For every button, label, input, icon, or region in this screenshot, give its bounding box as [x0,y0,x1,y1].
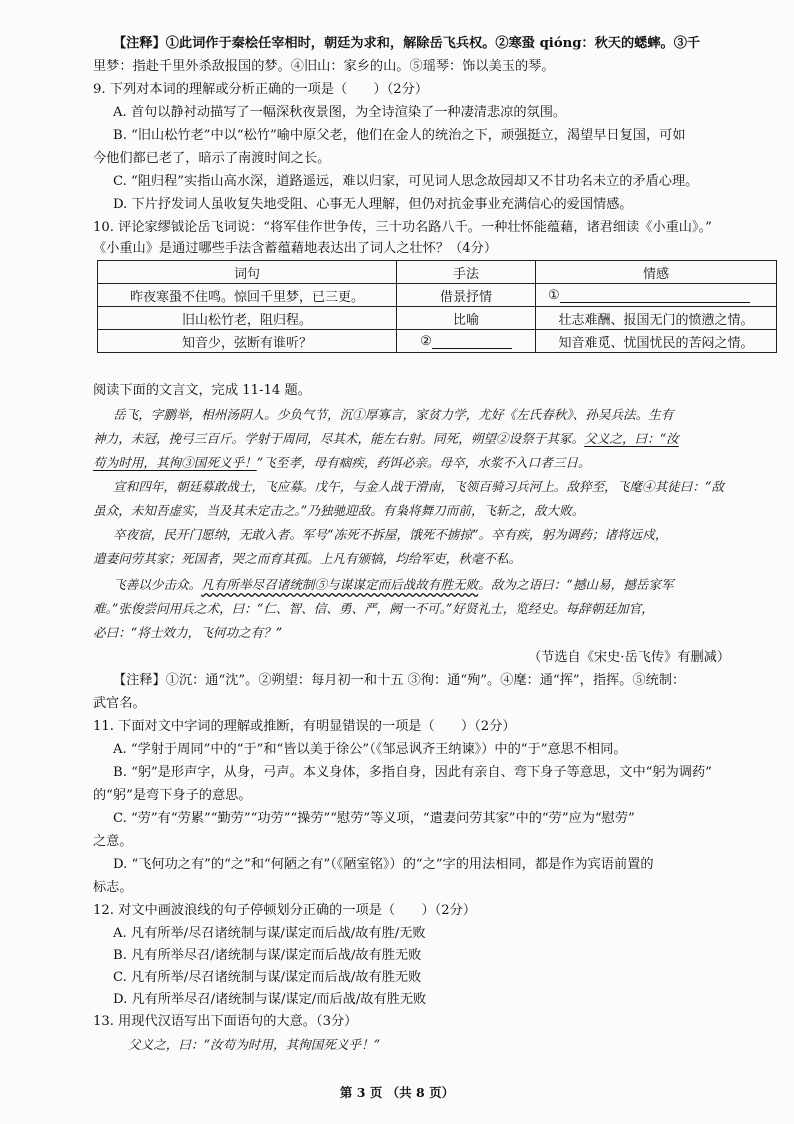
passage-p1-2 [93,429,679,449]
table-row [98,284,777,307]
wavy-sentence: 凡有所举尽召诸统制⑤与谋谋定而后战故有胜无败 [201,577,479,592]
q11-option-b-1: B. “躬”是形声字，从身，弓声。本义身体，多指自身，因此有亲自、弯下身子等意思，文中“躬为调药” [113,765,712,780]
q9-stem: 9. 下列对本词的理解或分析正确的一项是（ ）（2分） [93,82,429,97]
table-row [98,330,777,353]
table-row [98,307,777,330]
q13-stem: 13. 用现代汉语写出下面语句的大意。（3分） [93,1014,358,1029]
q12-option-b: B. 凡有所举尽召/诸统制与谋/谋定而后战/故有胜无败 [113,948,422,963]
q10-stem-1: 10. 评论家缪钺论岳飞词说：“将军佳作世争传，三十功名路八千。一种壮怀能蕴藉，诸君细读《小重山》。” [93,220,712,235]
q9-option-b-2: 今他们都已老了，暗示了南渡时间之长。 [93,151,331,166]
answer-blank-2[interactable] [432,334,512,349]
passage-p2-2: 虽众，未知吾虚实，当及其未定击之。”乃独驰迎敌。有枭将舞刀而前，飞斩之，敌大败。 [93,503,585,518]
q10-stem-2: 《小重山》是通过哪些手法含蓄蕴藉地表达出了词人之壮怀？（4分） [93,241,498,256]
q12-option-d: D. 凡有所举尽召/诸统制与谋/谋定/而后战/故有胜无败 [113,992,427,1007]
passage-p4-1 [113,575,674,595]
row3-emotion: 知音难觅、忧国忧民的苦闷之情。 [536,330,777,353]
passage-p1-1: 岳飞，字鹏举，相州汤阴人。少负气节，沉①厚寡言，家贫力学，尤好《左氏春秋》、孙吴兵法。生有 [113,407,674,422]
passage-source: （节选自《宋史·岳飞传》有删减） [528,650,731,665]
q11-option-b-2: 的“躬”是弯下身子的意思。 [93,788,252,803]
row3-method-cell[interactable] [397,330,536,353]
row1-line: 昨夜寒蛩不住鸣。惊回千里梦，已三更。 [98,284,397,307]
row1-method: 借景抒情 [397,284,536,307]
note-line-2: 里梦：指赴千里外杀敌报国的梦。④旧山：家乡的山。⑤瑶琴：饰以美玉的琴。 [93,59,555,74]
row1-emotion-cell[interactable] [536,284,777,307]
q11-option-a: A. “学射于周同”中的“于”和“皆以美于徐公”（《邹忌讽齐王纳谏》）中的“于”意思不相同。 [113,742,627,757]
passage-p1-2a: 神力，未冠，挽弓三百斤。学射于周同，尽其术，能左右射。同死，朔望②设祭于其冢。 [93,431,585,446]
q11-stem: 11. 下面对文中字词的理解或推断，有明显错误的一项是（ ）（2分） [93,719,516,734]
row2-line: 旧山松竹老，阻归程。 [98,307,397,330]
q11-option-c-2: 之意。 [93,834,133,849]
table-header-row [98,261,777,284]
passage-p1-3b: ”飞至孝，母有痼疾，药饵必亲。母卒，水浆不入口者三日。 [256,455,591,470]
q11-option-c-1: C. “劳”有“劳累”“勤劳”“功劳”“操劳”“慰劳”等义项，“遣妻问劳其家”中的“劳”应为“慰劳” [113,811,635,826]
q9-option-c: C. “阻归程”实指山高水深，道路遥远，难以归家，可见词人思念故园却又不甘功名未立的矛盾心理。 [113,174,699,189]
passage-p1-2b: 父义之，曰：“汝 [584,431,679,446]
q9-option-a: A. 首句以静衬动描写了一幅深秋夜景图，为全诗渲染了一种凄清悲凉的氛围。 [113,105,567,120]
q13-sentence: 父义之，曰：“汝苟为时用，其徇国死义乎！” [128,1037,381,1052]
row1-emotion-label: ① [548,287,560,303]
header-emotion: 情感 [536,261,777,284]
passage-p4-1c: 。敌为之语曰：“撼山易，撼岳家军 [478,577,674,592]
passage-p4-2: 难。”张俊尝问用兵之术，曰：“仁、智、信、勇、严，阙一不可。”好贤礼士，览经史。每辞朝廷加官， [93,601,654,616]
row3-method-label: ② [420,333,432,349]
q10-table [97,260,777,353]
passage-note-2: 武官名。 [93,696,146,711]
answer-blank-1[interactable] [560,288,750,303]
passage-p1-3a: 苟为时用，其徇③国死义乎！ [93,455,257,470]
q9-option-d: D. 下片抒发词人虽收复失地受阻、心事无人理解，但仍对抗金事业充满信心的爱国情感。 [113,197,633,212]
passage-p3-1: 卒夜宿，民开门愿纳，无敢入者。军号“冻死不拆屋，饿死不掳掠”。卒有疾，躬为调药；诸将远戍， [113,527,668,542]
row2-emotion: 壮志难酬、报国无门的愤懑之情。 [536,307,777,330]
note-line-1: 【注释】①此词作于秦桧任宰相时，朝廷为求和，解除岳飞兵权。②寒蛩 qióng：秋天的蟋蟀。③千 [113,36,701,51]
row3-line: 知音少，弦断有谁听？ [98,330,397,353]
passage-p3-2: 遣妻问劳其家；死国者，哭之而育其孤。上凡有颁犒，均给军吏，秋毫不私。 [93,551,522,566]
q12-option-c: C. 凡有所举/尽召诸统制与谋/谋定而后战/故有胜无败 [113,970,422,985]
passage-p1-3 [93,453,591,473]
row2-method: 比喻 [397,307,536,330]
q12-stem: 12. 对文中画波浪线的句子停顿划分正确的一项是（ ）（2分） [93,903,477,918]
q11-option-d-1: D. “飞何功之有”的“之”和“何陋之有”（《陋室铭》）的“之”字的用法相同，都是作为宾语前置的 [113,857,654,872]
page-footer: 第 3 页 （共 8 页） [339,1085,455,1100]
header-line: 词句 [98,261,397,284]
header-method: 手法 [397,261,536,284]
reading-intro: 阅读下面的文言文，完成 11-14 题。 [93,383,311,398]
passage-p2-1: 宣和四年，朝廷募敢战士，飞应募。戊午，与金人战于滑南，飞领百骑习兵河上。敌猝至，飞麾④其徒曰：“敌 [113,479,724,494]
q9-option-b-1: B. “旧山松竹老”中以“松竹”喻中原父老，他们在金人的统治之下，顽强挺立，渴望早日复国，可如 [113,128,686,143]
passage-p4-3: 必曰：“将士效力，飞何功之有？” [93,625,283,640]
q12-option-a: A. 凡有所举/尽召诸统制与谋/谋定而后战/故有胜/无败 [113,926,426,941]
passage-p4-1a: 飞善以少击众。 [113,577,202,592]
q11-option-d-2: 标志。 [93,880,133,895]
passage-note-1: 【注释】①沉：通“沈”。②朔望：每月初一和十五 ③徇：通“殉”。④麾：通“挥”，指挥。⑤统制： [113,673,686,688]
